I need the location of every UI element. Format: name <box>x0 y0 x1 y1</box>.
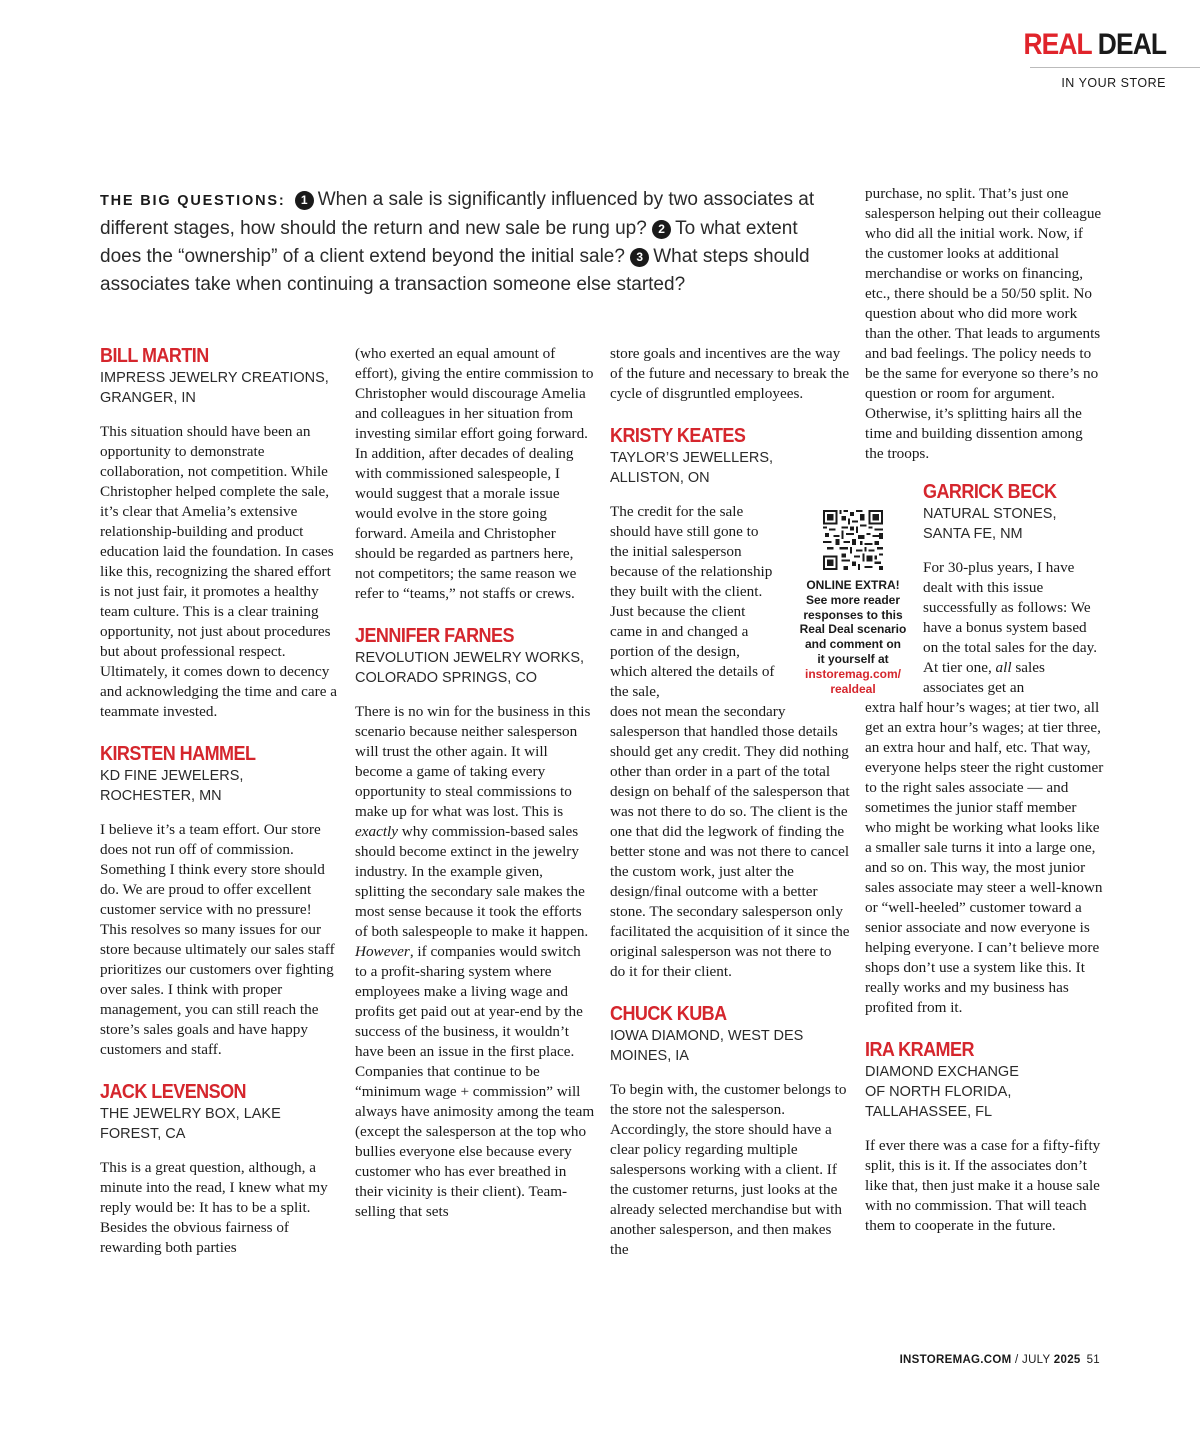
online-extra-title: ONLINE EXTRA! <box>806 578 900 592</box>
response-text: does not mean the secondary salesperson that handled those details should get any credit. They did nothing other than order in a part of the total design on behalf of the salesperson that was not there to do so. The client is the one that did the legwork of finding the better stone and was not there to cancel the custom work, just alter the design/final outcome with a better stone. The secondary salesperson only facilitated the acquisition of it since the original salesperson was not there to do it for their client. <box>610 703 850 980</box>
respondent-name: KIRSTEN HAMMEL <box>100 743 256 765</box>
online-extra-callout: ONLINE EXTRA! See more reader responses to this Real Deal scenario and comment on it yourself at instoremag.com/ realdeal <box>796 578 910 696</box>
column-2 <box>355 344 595 1242</box>
response-text-narrow: The credit for the sale should have still gone to the initial salesperson because of the relationship they built with the client. Just because the client came in and changed a portion of the design, which altered the details of the sale, <box>610 503 775 700</box>
response-kristy-keates <box>610 424 850 982</box>
respondent-affiliation: IOWA DIAMOND, WEST DES MOINES, IA <box>610 1028 804 1064</box>
footer-site: INSTOREMAG.COM <box>899 1354 1012 1366</box>
response-text: If ever there was a case for a fifty-fifty split, this is it. If the associates don’t like that, then just make it a house sale with no commission. That will teach them to cooperate in the future. <box>865 1137 1101 1234</box>
response-jennifer-farnes <box>355 624 595 1222</box>
big-questions <box>100 186 840 299</box>
column-1 <box>100 344 340 1278</box>
respondent-name: CHUCK KUBA <box>610 1003 727 1025</box>
response-text: This situation should have been an opportunity to demonstrate collaboration, not competition. While Christopher helped complete the sale, it’s clear that Amelia’s extensive relationship-building and product education laid the foundation. In cases like this, recognizing the shared effort is not just fair, it promotes a healthy team culture. This is a clear training opportunity, not just about procedures but about professional respect. Ultimately, it comes down to decency and acknowledging the time and care a teammate invested. <box>100 423 337 720</box>
response-bill-martin <box>100 344 340 722</box>
response-text-continued: (who exerted an equal amount of effort), giving the entire commission to Christopher would discourage Amelia and colleagues in her situation from investing similar effort going forward. In addition, after decades of dealing with commissioned salespeople, I would suggest that a morale issue would evolve in the store going forward. Ameila and Christopher should be regarded as partners here, not competitors; the same reason we refer to “teams,” not staffs or crews. <box>355 345 594 602</box>
section-subtitle: IN YOUR STORE <box>1061 76 1166 90</box>
magazine-section-logo <box>1023 28 1166 62</box>
footer-year: 2025 <box>1053 1354 1081 1366</box>
respondent-name: KRISTY KEATES <box>610 425 746 447</box>
respondent-affiliation: KD FINE JEWELERS, ROCHESTER, MN <box>100 768 244 804</box>
question-number-1: 1 <box>295 191 314 210</box>
online-extra-link[interactable]: instoremag.com/ realdeal <box>804 666 902 696</box>
response-jack-levenson <box>100 1080 340 1258</box>
response-text: extra half hour’s wages; at tier two, all get an extra hour’s wages; at tier three, an extra hour and half, etc. That way, everyone helps steer the right customer to the right sales associate — and sometimes the junior staff member who might be working what looks like a smaller sale turns it into a large one, and so on. This way, the most junior sales associate may steer a well-known or “well-heeled” customer toward a senior associate and now everyone is helping everyone. I can’t believe more shops don’t use a system like this. It really works and my business has profited from it. <box>865 699 1104 1016</box>
respondent-affiliation: REVOLUTION JEWELRY WORKS, COLORADO SPRINGS, CO <box>355 650 585 686</box>
response-text-continued: purchase, no split. That’s just one salesperson helping out their colleague who did all the initial work. Now, if the customer looks at additional merchandise or works on financing, etc., there should be a 50/50 split. No question about who did more work than the other. That leads to arguments and bad feelings. The policy needs to be the same for everyone so there’s no question or room for argument. Otherwise, it’s splitting hairs all the time and building dissention among the troops. <box>865 185 1102 462</box>
page-number: 51 <box>1086 1354 1100 1366</box>
response-chuck-kuba <box>610 1002 850 1260</box>
response-kirsten-hammel <box>100 742 340 1060</box>
column-3 <box>610 344 850 1280</box>
logo-real: REAL <box>1023 28 1092 61</box>
logo-deal: DEAL <box>1097 28 1166 61</box>
question-2: To what extent does the “ownership” of a client extend beyond the initial sale? <box>100 218 798 267</box>
response-text-continued: store goals and incentives are the way of the future and necessary to break the cycle of disgruntled employees. <box>610 345 850 402</box>
respondent-affiliation: IMPRESS JEWELRY CREATIONS, GRANGER, IN <box>100 370 329 406</box>
question-number-2: 2 <box>652 220 671 239</box>
respondent-name: BILL MARTIN <box>100 345 209 367</box>
big-questions-label: THE BIG QUESTIONS: <box>100 193 286 209</box>
response-garrick-beck <box>865 480 1105 1018</box>
respondent-name: GARRICK BECK <box>923 481 1057 503</box>
page-footer: INSTOREMAG.COM / JULY 2025 51 <box>899 1354 1100 1366</box>
response-ira-kramer <box>865 1038 1105 1236</box>
question-number-3: 3 <box>630 248 649 267</box>
question-1: When a sale is significantly influenced by two associates at different stages, how should the return and new sale be rung up? <box>100 189 815 239</box>
respondent-name: JENNIFER FARNES <box>355 625 514 647</box>
footer-month: JULY <box>1022 1354 1051 1366</box>
respondent-affiliation: NATURAL STONES, SANTA FE, NM <box>923 506 1057 542</box>
respondent-name: JACK LEVENSON <box>100 1081 247 1103</box>
header-divider <box>1030 67 1200 68</box>
column-4 <box>865 184 1105 1256</box>
respondent-affiliation: THE JEWELRY BOX, LAKE FOREST, CA <box>100 1106 281 1142</box>
response-text-narrow: For 30-plus years, I have dealt with this issue successfully as follows: We have a bonus system based on the total sales for the day. At tier one, all sales associates get an <box>923 559 1098 696</box>
question-3: What steps should associates take when continuing a transaction someone else started? <box>100 246 810 295</box>
response-text: This is a great question, although, a minute into the read, I knew what my reply would be: It has to be a split. Besides the obvious fairness of rewarding both parties <box>100 1159 328 1256</box>
response-text: To begin with, the customer belongs to the store not the salesperson. Accordingly, the store should have a clear policy regarding multiple salespersons working with a client. If the customer returns, just looks at the already selected merchandise but with another salesperson, and then makes the <box>610 1081 847 1258</box>
respondent-affiliation: TAYLOR’S JEWELLERS, ALLISTON, ON <box>610 450 774 486</box>
response-text: There is no win for the business in this scenario because neither salesperson will trust the other again. It will become a game of taking every opportunity to steal commissions to make up for what was lost. This is exactly why commission-based sales should become extinct in the jewelry industry. In the example given, splitting the secondary sale makes the most sense because it took the efforts of both salespeople to make it happen. However, if companies would switch to a profit-sharing system where employees make a living wage and profits get paid out at year-end by the success of the business, it wouldn’t have been an issue in the first place. Companies that continue to be “minimum wage + commission” will always have animosity among the team (except the salesperson at the top who bullies everyone else because every customer who has ever breathed in their vicinity is their client). Team-selling that sets <box>355 703 595 1220</box>
respondent-affiliation: DIAMOND EXCHANGE OF NORTH FLORIDA, TALLAHASSEE, FL <box>865 1064 1019 1120</box>
qr-code-icon[interactable] <box>823 510 883 570</box>
respondent-name: IRA KRAMER <box>865 1039 974 1061</box>
response-text: I believe it’s a team effort. Our store does not run off of commission. Something I think every store should do. We are proud to offer excellent customer service with no pressure! This resolves so many issues for our store because ultimately our sales staff prioritizes our customers over fighting over sales. I think with proper management, you can still reach the store’s sales goals and have happy customers and staff. <box>100 821 335 1058</box>
